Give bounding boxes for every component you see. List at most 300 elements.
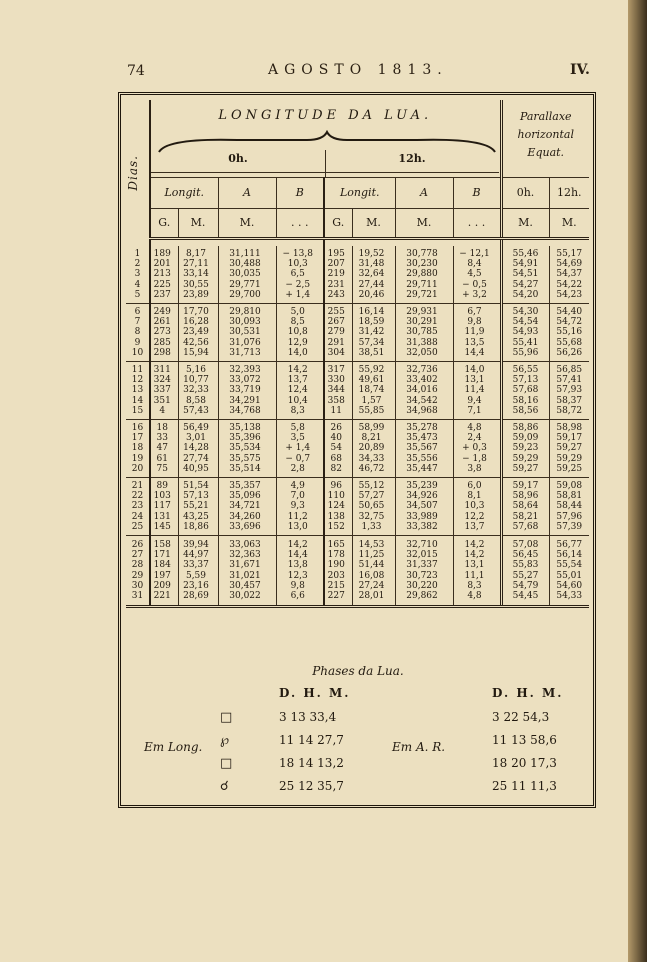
cell-p0: [501, 420, 549, 478]
a12-value: 33,382: [406, 521, 438, 532]
cell-a0: [218, 478, 276, 536]
unit-par-12: M.: [549, 208, 589, 238]
a0-value: 31,076: [229, 337, 261, 348]
b0-value: 10,3: [287, 259, 308, 270]
p12-value: 56,77: [556, 539, 583, 550]
cell-b12: [453, 304, 501, 362]
parallax-line-3: Equat.: [527, 146, 565, 159]
p0-value: 55,27: [512, 570, 539, 581]
g12-value: 231: [327, 279, 345, 290]
g12-value: 317: [327, 364, 345, 375]
g12-value: 330: [327, 375, 345, 386]
b0-value: 10,8: [287, 327, 308, 338]
cell-p12: [549, 362, 589, 420]
m12-value: 11,25: [358, 550, 385, 561]
g0-value: 237: [153, 289, 171, 300]
g0-value: 311: [153, 364, 171, 375]
b12-value: 6,7: [467, 306, 482, 317]
b12-value: 4,8: [467, 422, 482, 433]
m12-value: 50,65: [358, 501, 385, 512]
cell-days: [126, 536, 150, 607]
phase-long-value: 11 14 27,7: [279, 733, 344, 747]
p0-value: 55,96: [512, 347, 539, 358]
a12-value: 34,926: [406, 491, 438, 502]
cell-m0: [178, 246, 218, 303]
cell-g0: [150, 304, 178, 362]
b12-value: 11,9: [464, 327, 485, 338]
p12-value: 54,40: [556, 306, 583, 317]
m0-value: 5,59: [185, 570, 207, 581]
m0-value: 39,94: [183, 539, 209, 550]
days-value: 15: [131, 405, 144, 416]
days-value: 24: [131, 511, 144, 522]
cell-b0: [276, 536, 324, 607]
p12-value: 59,08: [556, 480, 583, 491]
table-row-group: [126, 536, 589, 607]
m12-value: 49,61: [358, 375, 385, 386]
a12-value: 29,721: [406, 289, 438, 300]
g0-value: 61: [156, 453, 168, 464]
unit-b-12: . . .: [453, 208, 501, 238]
table-row-group: [126, 304, 589, 362]
unit-a-0: M.: [218, 208, 276, 238]
b12-value: 13,1: [464, 375, 485, 386]
g0-value: 351: [153, 395, 171, 406]
m0-value: 32,33: [183, 385, 209, 396]
p12-value: 59,25: [556, 463, 583, 474]
days-value: 1: [134, 248, 141, 259]
b0-value: 12,3: [287, 570, 308, 581]
b0-value: 5,8: [290, 422, 305, 433]
cell-p0: [501, 246, 549, 303]
unit-g-12: G.: [324, 208, 352, 238]
page-title: AGOSTO 1813.: [268, 62, 448, 78]
cell-b12: [453, 246, 501, 303]
m0-value: 23,16: [183, 580, 209, 591]
p12-value: 57,93: [556, 385, 583, 396]
dias-header: Dias.: [126, 155, 140, 191]
m12-value: 55,92: [358, 364, 385, 375]
b12-value: 8,3: [467, 580, 482, 591]
m0-value: 18,86: [183, 521, 209, 532]
col-head-b-0: B: [276, 177, 324, 208]
g12-value: 227: [327, 590, 345, 601]
b0-value: + 1,4: [285, 289, 311, 300]
b12-value: 2,4: [467, 433, 482, 444]
b12-value: + 3,2: [462, 289, 487, 300]
cell-m12: [352, 304, 395, 362]
m0-value: 44,97: [183, 550, 209, 561]
a0-value: 33,072: [229, 375, 261, 386]
phase-ar-value: 18 20 17,3: [492, 756, 557, 770]
p0-value: 54,93: [512, 327, 539, 338]
a0-value: 35,514: [229, 463, 261, 474]
m12-value: 57,34: [358, 337, 385, 348]
cell-a0: [218, 304, 276, 362]
a0-value: 35,357: [229, 480, 261, 491]
a12-value: 31,337: [406, 560, 438, 571]
g12-value: 110: [327, 491, 345, 502]
cell-g0: [150, 246, 178, 303]
table-row-group: [126, 420, 589, 478]
days-value: 18: [131, 443, 144, 454]
b0-value: − 0,7: [285, 453, 311, 464]
unit-b-0: . . .: [276, 208, 324, 238]
b12-value: − 0,5: [462, 279, 487, 290]
m12-value: 18,74: [358, 385, 385, 396]
cell-a12: [395, 478, 453, 536]
cell-a0: [218, 246, 276, 303]
b12-value: 12,2: [464, 511, 485, 522]
p12-value: 54,37: [556, 269, 583, 280]
p0-value: 58,96: [512, 491, 539, 502]
cell-b12: [453, 478, 501, 536]
g0-value: 197: [153, 570, 171, 581]
m12-value: 55,12: [358, 480, 385, 491]
b0-value: 6,5: [290, 269, 305, 280]
p12-value: 58,37: [556, 395, 583, 406]
b0-value: 7,0: [290, 491, 305, 502]
b0-value: 8,3: [290, 405, 305, 416]
cell-b0: [276, 304, 324, 362]
cell-b0: [276, 420, 324, 478]
moon-phases: [126, 652, 590, 802]
p0-value: 56,55: [512, 364, 539, 375]
a12-value: 29,862: [406, 590, 438, 601]
a0-value: 34,260: [229, 511, 261, 522]
m12-value: 55,85: [358, 405, 385, 416]
days-value: 4: [134, 279, 141, 290]
cell-p12: [549, 478, 589, 536]
a12-value: 34,507: [406, 501, 438, 512]
b12-value: 13,1: [464, 560, 485, 571]
cell-a12: [395, 362, 453, 420]
parallax-line-2: horizontal: [517, 128, 574, 141]
days-value: 19: [131, 453, 144, 464]
b12-value: 14,2: [464, 550, 485, 561]
g12-value: 82: [330, 463, 342, 474]
a0-value: 35,096: [229, 491, 261, 502]
p0-value: 58,16: [512, 395, 539, 406]
p0-value: 54,45: [512, 590, 539, 601]
cell-m12: [352, 362, 395, 420]
a12-value: 32,050: [406, 347, 438, 358]
g0-value: 261: [153, 317, 171, 328]
m12-value: 58,99: [358, 422, 385, 433]
p12-value: 58,72: [556, 405, 583, 416]
m12-value: 16,14: [358, 306, 385, 317]
cell-a0: [218, 420, 276, 478]
g12-value: 124: [327, 501, 345, 512]
cell-m0: [178, 536, 218, 607]
b0-value: 13,7: [287, 375, 308, 386]
unit-g-0: G.: [150, 208, 178, 238]
cell-g0: [150, 362, 178, 420]
phase-long-value: 3 13 33,4: [279, 710, 337, 724]
b12-value: 9,4: [467, 395, 482, 406]
b0-value: 13,8: [287, 560, 308, 571]
days-value: 22: [131, 491, 144, 502]
cell-g12: [324, 420, 352, 478]
days-value: 26: [131, 539, 144, 550]
g12-value: 195: [327, 248, 345, 259]
p0-value: 55,46: [512, 248, 539, 259]
g0-value: 18: [156, 422, 168, 433]
g12-value: 267: [327, 317, 345, 328]
cell-p0: [501, 478, 549, 536]
m12-value: 32,64: [358, 269, 385, 280]
days-value: 10: [131, 347, 144, 358]
g12-value: 11: [330, 405, 342, 416]
a0-value: 32,393: [229, 364, 261, 375]
m0-value: 40,95: [183, 463, 209, 474]
a0-value: 30,035: [229, 269, 261, 280]
phase-ar-value: 3 22 54,3: [492, 710, 550, 724]
b0-value: 4,9: [290, 480, 305, 491]
g0-value: 47: [156, 443, 168, 454]
days-value: 28: [131, 560, 144, 571]
b12-value: 8,4: [467, 259, 482, 270]
g12-value: 219: [327, 269, 345, 280]
m12-value: 14,53: [358, 539, 385, 550]
g0-value: 225: [153, 279, 171, 290]
phases-head-ar: D. H. M.: [492, 686, 564, 700]
table-row-group: [126, 478, 589, 536]
p0-value: 54,91: [512, 259, 539, 270]
cell-days: [126, 304, 150, 362]
p12-value: 59,27: [556, 443, 583, 454]
g0-value: 337: [153, 385, 171, 396]
phase-ar-value: 11 13 58,6: [492, 733, 557, 747]
b0-value: 2,8: [290, 463, 305, 474]
b12-value: + 0,3: [462, 443, 487, 454]
days-value: 30: [131, 580, 144, 591]
m12-value: 57,27: [358, 491, 385, 502]
a12-value: 35,278: [406, 422, 438, 433]
a0-value: 29,810: [229, 306, 261, 317]
days-value: 25: [131, 521, 144, 532]
m0-value: 5,16: [185, 364, 207, 375]
cell-b0: [276, 246, 324, 303]
page-number: 74: [127, 63, 145, 79]
m0-value: 33,37: [183, 560, 209, 571]
cell-b0: [276, 478, 324, 536]
p0-value: 57,08: [512, 539, 539, 550]
col-head-a-12: A: [395, 177, 453, 208]
g0-value: 324: [153, 375, 171, 386]
cell-b12: [453, 536, 501, 607]
g12-value: 68: [330, 453, 342, 464]
days-value: 2: [134, 259, 141, 270]
p12-value: 56,85: [556, 364, 583, 375]
days-value: 7: [134, 317, 141, 328]
b12-value: 4,5: [467, 269, 482, 280]
cell-m12: [352, 478, 395, 536]
m12-value: 28,01: [358, 590, 385, 601]
p0-value: 57,68: [512, 385, 539, 396]
a12-value: 30,220: [406, 580, 438, 591]
a12-value: 29,711: [406, 279, 438, 290]
days-value: 3: [134, 269, 141, 280]
a12-value: 35,473: [406, 433, 438, 444]
g0-value: 158: [153, 539, 171, 550]
m0-value: 57,43: [183, 405, 209, 416]
a0-value: 35,396: [229, 433, 261, 444]
g0-value: 213: [153, 269, 171, 280]
longitude-title: LONGITUDE DA LUA.: [218, 108, 433, 123]
cell-p0: [501, 362, 549, 420]
unit-m-12: M.: [352, 208, 395, 238]
a0-value: 35,138: [229, 422, 261, 433]
a0-value: 30,093: [229, 317, 261, 328]
m0-value: 56,49: [183, 422, 209, 433]
g12-value: 358: [327, 395, 345, 406]
cell-a12: [395, 420, 453, 478]
hour-12-header: 12h.: [398, 152, 426, 165]
b0-value: − 13,8: [282, 248, 313, 259]
m0-value: 15,94: [183, 347, 209, 358]
a0-value: 29,771: [229, 279, 261, 290]
b12-value: 13,7: [464, 521, 485, 532]
b12-value: − 1,8: [462, 453, 487, 464]
b12-value: 8,1: [467, 491, 482, 502]
a0-value: 30,457: [229, 580, 261, 591]
parallax-header: [501, 100, 589, 177]
cell-m0: [178, 478, 218, 536]
cell-b12: [453, 420, 501, 478]
b0-value: 5,0: [290, 306, 305, 317]
book-spine: [628, 0, 647, 962]
cell-a0: [218, 536, 276, 607]
a0-value: 34,291: [229, 395, 261, 406]
cell-g12: [324, 246, 352, 303]
g12-value: 215: [327, 580, 345, 591]
b12-value: 11,4: [464, 385, 485, 396]
m0-value: 8,17: [185, 248, 207, 259]
m12-value: 32,75: [358, 511, 385, 522]
p0-value: 57,13: [512, 375, 539, 386]
g12-value: 178: [327, 550, 345, 561]
section-number: IV.: [570, 62, 590, 78]
phases-head-long: D. H. M.: [279, 686, 351, 700]
cell-b12: [453, 362, 501, 420]
p12-value: 56,14: [556, 550, 583, 561]
m0-value: 33,14: [183, 269, 209, 280]
p12-value: 54,23: [556, 289, 583, 300]
days-value: 21: [131, 480, 144, 491]
b12-value: 3,8: [467, 463, 482, 474]
a12-value: 32,736: [406, 364, 438, 375]
phase-symbol-icon: ℘: [220, 733, 230, 748]
a0-value: 30,531: [229, 327, 261, 338]
p0-value: 54,30: [512, 306, 539, 317]
a12-value: 34,016: [406, 385, 438, 396]
a12-value: 32,710: [406, 539, 438, 550]
m0-value: 23,89: [183, 289, 209, 300]
cell-m0: [178, 304, 218, 362]
m12-value: 27,24: [358, 580, 385, 591]
p0-value: 54,54: [512, 317, 539, 328]
m12-value: 31,42: [358, 327, 385, 338]
days-value: 9: [134, 337, 141, 348]
g0-value: 273: [153, 327, 171, 338]
a12-value: 30,723: [406, 570, 438, 581]
p0-value: 59,17: [512, 480, 539, 491]
phase-symbol-icon: ☌: [220, 779, 229, 794]
m12-value: 51,44: [358, 560, 385, 571]
b12-value: 14,0: [464, 364, 485, 375]
b0-value: 9,3: [290, 501, 305, 512]
m0-value: 43,25: [183, 511, 209, 522]
p12-value: 55,54: [556, 560, 583, 571]
phase-symbol-icon: □: [220, 756, 233, 771]
m0-value: 3,01: [185, 433, 207, 444]
b0-value: + 1,4: [285, 443, 311, 454]
m0-value: 8,58: [185, 395, 207, 406]
p12-value: 54,60: [556, 580, 583, 591]
a0-value: 31,713: [229, 347, 261, 358]
cell-m0: [178, 362, 218, 420]
g0-value: 117: [153, 501, 171, 512]
a0-value: 29,700: [229, 289, 261, 300]
label-em-long: Em Long.: [144, 740, 203, 754]
days-value: 29: [131, 570, 144, 581]
table-row-group: [126, 246, 589, 303]
a12-value: 31,388: [406, 337, 438, 348]
b12-value: 6,0: [467, 480, 482, 491]
p12-value: 57,39: [556, 521, 583, 532]
cell-g12: [324, 536, 352, 607]
b0-value: 11,2: [287, 511, 308, 522]
g12-value: 138: [327, 511, 345, 522]
p12-value: 57,96: [556, 511, 583, 522]
a0-value: 32,363: [229, 550, 261, 561]
a0-value: 31,111: [229, 248, 261, 259]
g0-value: 171: [153, 550, 171, 561]
col-head-longit-0: Longit.: [150, 177, 218, 208]
p12-value: 55,68: [556, 337, 583, 348]
lunar-longitude-table: [126, 100, 589, 608]
g12-value: 96: [330, 480, 342, 491]
days-value: 8: [134, 327, 141, 338]
cell-p12: [549, 420, 589, 478]
p12-value: 58,81: [556, 491, 583, 502]
p12-value: 59,29: [556, 453, 583, 464]
unit-m-0: M.: [178, 208, 218, 238]
a12-value: 29,880: [406, 269, 438, 280]
b12-value: 14,4: [464, 347, 485, 358]
p0-value: 54,20: [512, 289, 539, 300]
cell-days: [126, 246, 150, 303]
m12-value: 34,33: [358, 453, 385, 464]
cell-p12: [549, 536, 589, 607]
cell-g0: [150, 478, 178, 536]
p0-value: 55,41: [512, 337, 539, 348]
b0-value: 9,8: [290, 580, 305, 591]
m12-value: 20,46: [358, 289, 385, 300]
p0-value: 56,45: [512, 550, 539, 561]
a12-value: 30,291: [406, 317, 438, 328]
p0-value: 58,21: [512, 511, 539, 522]
g0-value: 189: [153, 248, 171, 259]
g0-value: 131: [153, 511, 171, 522]
b0-value: 12,9: [287, 337, 308, 348]
cell-days: [126, 362, 150, 420]
g12-value: 26: [330, 422, 342, 433]
m0-value: 14,28: [183, 443, 209, 454]
p0-value: 54,27: [512, 279, 539, 290]
cell-a12: [395, 246, 453, 303]
